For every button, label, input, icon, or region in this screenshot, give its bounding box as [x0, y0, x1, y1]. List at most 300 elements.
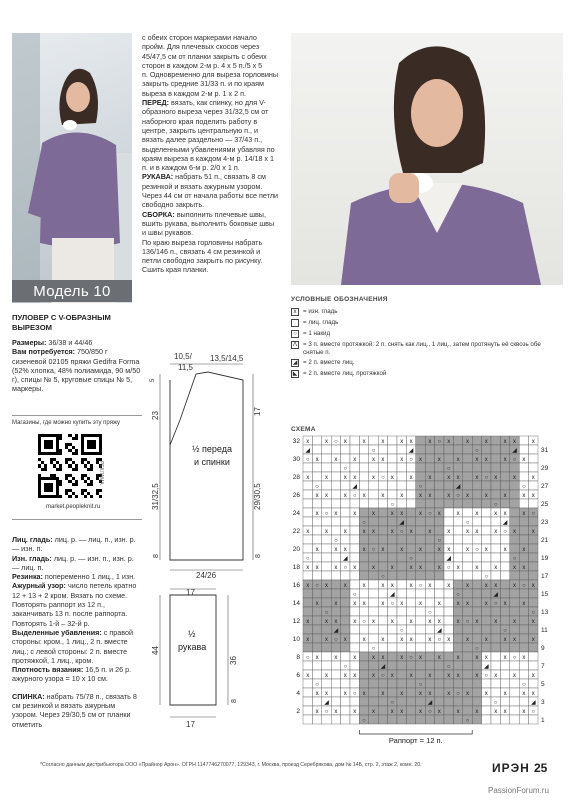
chart-cell [453, 436, 462, 445]
chart-cell [331, 490, 340, 499]
sleeve-pattern-diagram [148, 585, 278, 735]
chart-cell [529, 481, 538, 490]
chart-cell [510, 607, 519, 616]
chart-symbol: x [315, 655, 319, 661]
chart-cell [369, 481, 378, 490]
chart-cell [350, 553, 359, 562]
chart-row-label-right: 21 [541, 537, 549, 544]
chart-cell [406, 535, 415, 544]
front-paragraph [142, 98, 280, 172]
chart-cell [529, 589, 538, 598]
chart-symbol: ○ [409, 457, 413, 463]
chart-symbol: x [409, 637, 413, 643]
chart-symbol: x [362, 601, 366, 607]
chart-symbol: x [513, 583, 516, 589]
chart-cell [341, 715, 350, 724]
chart-cell [472, 679, 481, 688]
chart-symbol: x [475, 457, 479, 463]
chart-symbol: ○ [522, 583, 526, 589]
legend-symbol [291, 319, 299, 327]
stitch-title-4: Ажурный узор: [12, 581, 66, 591]
chart-cell [529, 661, 538, 670]
chart-cell [388, 436, 397, 445]
chart-cell [303, 598, 312, 607]
chart-cell [406, 499, 415, 508]
chart-cell [312, 526, 321, 535]
chart-cell [472, 589, 481, 598]
intro-line-2: пройм. Для плечевых скосов через [142, 42, 260, 52]
chart-cell [341, 652, 350, 661]
chart-symbol: x [428, 475, 432, 481]
chart-symbol: x [390, 565, 394, 571]
chart-cell [341, 589, 350, 598]
chart-cell [359, 463, 368, 472]
chart-cell [369, 589, 378, 598]
stitch-block-4 [12, 581, 142, 627]
chart-cell [529, 625, 538, 634]
chart-cell [369, 436, 378, 445]
assembly-title: СБОРКА: [142, 209, 175, 219]
chart-cell [463, 706, 472, 715]
chart-cell [303, 463, 312, 472]
chart-symbol: x [343, 439, 347, 445]
chart-symbol: ◢ [324, 700, 329, 706]
chart-symbol: ○ [324, 511, 329, 517]
body-dim-right-b: 29/30,5 [253, 483, 262, 510]
chart-cell [341, 679, 350, 688]
chart-symbol: ○ [531, 610, 536, 616]
chart-cell [341, 697, 350, 706]
chart-symbol: x [531, 493, 535, 499]
chart-cell [303, 643, 312, 652]
chart-symbol: x [306, 439, 310, 445]
chart-symbol: x [334, 565, 338, 571]
chart-symbol: ○ [484, 574, 489, 580]
chart-symbol: x [513, 619, 516, 625]
chart-cell [491, 688, 500, 697]
chart-symbol: ○ [493, 700, 498, 706]
chart-symbol: ○ [446, 664, 451, 670]
chart-cell [425, 454, 434, 463]
chart-symbol: ○ [390, 700, 395, 706]
chart-cell [444, 535, 453, 544]
chart-cell [406, 508, 415, 517]
chart-symbol: ○ [390, 502, 395, 508]
chart-cell [472, 580, 481, 589]
chart-symbol: ○ [465, 619, 470, 625]
chart-row-label-right: 31 [541, 447, 549, 454]
chart-symbol: x [456, 619, 460, 625]
chart-cell [359, 706, 368, 715]
chart-symbol: ○ [315, 484, 319, 490]
chart-symbol: x [419, 655, 422, 661]
chart-cell [388, 625, 397, 634]
chart-symbol: x [343, 547, 347, 553]
chart-symbol: x [513, 475, 516, 481]
chart-cell [406, 490, 415, 499]
chart-cell [350, 499, 359, 508]
chart-row-label-right: 7 [541, 663, 545, 670]
chart-cell [444, 499, 453, 508]
chart-symbol: x [503, 511, 507, 517]
chart-symbol: x [362, 691, 366, 697]
chart-row-label-right: 1 [541, 717, 545, 724]
chart-cell [500, 715, 509, 724]
chart-cell [322, 589, 331, 598]
chart-cell [453, 580, 462, 589]
chart-row-label-right: 5 [541, 681, 545, 688]
chart-cell [510, 679, 519, 688]
chart-symbol: x [447, 475, 451, 481]
chart-symbol: x [409, 583, 413, 589]
chart-symbol: ◢ [352, 484, 358, 490]
chart-symbol: x [494, 619, 498, 625]
chart-cell [482, 535, 491, 544]
chart-cell [341, 571, 350, 580]
chart-cell [444, 616, 453, 625]
chart-cell [303, 697, 312, 706]
chart-symbol: x [484, 547, 488, 553]
chart-symbol: x [372, 475, 375, 481]
chart-symbol: ○ [343, 664, 348, 670]
chart-symbol: x [325, 637, 328, 643]
chart-symbol: x [362, 529, 366, 535]
chart-symbol: x [315, 709, 319, 715]
chart-symbol: ○ [409, 556, 413, 562]
chart-symbol: ○ [352, 493, 357, 499]
chart-symbol: x [494, 475, 498, 481]
chart-cell [331, 607, 340, 616]
chart-symbol: x [437, 601, 441, 607]
chart-symbol: ○ [522, 484, 526, 490]
chart-cell [341, 643, 350, 652]
chart-symbol: x [484, 583, 488, 589]
chart-cell [350, 436, 359, 445]
shop-url[interactable]: market.peopleknit.ru [46, 504, 101, 510]
chart-cell [388, 634, 397, 643]
chart-symbol: x [400, 637, 404, 643]
chart-symbol: ○ [456, 592, 460, 598]
chart-cell [378, 706, 387, 715]
chart-symbol: x [400, 493, 404, 499]
chart-cell [331, 715, 340, 724]
chart-cell [378, 562, 387, 571]
chart-cell [369, 571, 378, 580]
chart-cell [463, 670, 472, 679]
chart-symbol: x [315, 511, 319, 517]
chart-symbol: ○ [503, 628, 507, 634]
chart-cell [303, 508, 312, 517]
chart-cell [416, 517, 425, 526]
chart-cell [303, 661, 312, 670]
chart-symbol: x [456, 565, 460, 571]
chart-cell [463, 607, 472, 616]
stitch-title-2: Изн. гладь: [12, 553, 52, 563]
chart-cell [416, 625, 425, 634]
chart-row-label-right: 25 [541, 501, 549, 508]
chart-cell [312, 616, 321, 625]
chart-symbol: x [372, 655, 375, 661]
chart-cell [406, 625, 415, 634]
legend-text: = изн. гладь [303, 308, 338, 315]
chart-cell [435, 589, 444, 598]
chart-symbol: x [531, 529, 535, 535]
chart-symbol: x [334, 655, 338, 661]
chart-symbol: x [419, 601, 422, 607]
chart-cell [331, 643, 340, 652]
chart-cell [463, 508, 472, 517]
model-photo-left [12, 33, 132, 303]
chart-cell [312, 553, 321, 562]
chart-cell [312, 535, 321, 544]
chart-cell [312, 472, 321, 481]
chart-symbol: x [522, 709, 526, 715]
scheme-title: СХЕМА [291, 426, 316, 433]
chart-cell [491, 445, 500, 454]
chart-cell [388, 679, 397, 688]
chart-cell [463, 679, 472, 688]
stitch-text-3: попеременно 1 лиц., 1 изн. [42, 572, 136, 582]
chart-symbol: x [475, 511, 479, 517]
chart-cell [416, 472, 425, 481]
chart-cell [453, 643, 462, 652]
chart-cell [322, 562, 331, 571]
chart-cell [519, 697, 528, 706]
chart-cell [397, 589, 406, 598]
chart-symbol: x [325, 673, 328, 679]
chart-row-label-left: 10 [292, 636, 300, 643]
chart-symbol: x [503, 637, 507, 643]
chart-symbol: x [484, 439, 488, 445]
chart-cell [491, 634, 500, 643]
chart-cell [453, 445, 462, 454]
chart-cell [444, 589, 453, 598]
chart-row-label-left: 16 [292, 582, 300, 589]
sleeve-label-2: рукава [178, 642, 207, 652]
chart-cell [322, 571, 331, 580]
chart-cell [519, 625, 528, 634]
chart-cell [435, 499, 444, 508]
chart-symbol: ◢ [455, 484, 461, 490]
chart-cell [397, 616, 406, 625]
chart-cell [491, 643, 500, 652]
chart-cell [388, 661, 397, 670]
chart-cell [425, 679, 434, 688]
chart-cell [303, 499, 312, 508]
chart-symbol: x [353, 511, 357, 517]
chart-symbol: ○ [334, 637, 338, 643]
chart-cell [359, 445, 368, 454]
chart-row-label-left: 32 [292, 438, 300, 445]
chart-cell [444, 481, 453, 490]
chart-row-label-left: 14 [292, 600, 300, 607]
chart-cell [453, 634, 462, 643]
chart-symbol: x [428, 529, 432, 535]
chart-symbol: x [390, 673, 394, 679]
chart-symbol: x [334, 601, 338, 607]
chart-symbol: x [381, 655, 385, 661]
chart-symbol: ○ [371, 646, 376, 652]
chart-cell [529, 499, 538, 508]
chart-cell [350, 571, 359, 580]
chart-symbol: ○ [522, 682, 526, 688]
chart-cell [519, 553, 528, 562]
chart-symbol: x [381, 439, 385, 445]
legend-rows [291, 308, 561, 378]
chart-cell [378, 508, 387, 517]
chart-cell [510, 697, 519, 706]
stitch-text-5: с правой стороны: кром., 1 лиц., 2 п. вместе лиц.; с левой стороны: 2 п. вместе протяжкой, 1 лиц., кром. [12, 627, 133, 665]
chart-cell [519, 643, 528, 652]
body-dim-top-right: 13,5/14,5 [210, 354, 244, 363]
chart-cell [378, 607, 387, 616]
chart-symbol: x [372, 673, 375, 679]
chart-cell [529, 715, 538, 724]
chart-symbol: x [334, 547, 338, 553]
chart-symbol: ◢ [427, 700, 433, 706]
chart-cell [500, 445, 509, 454]
legend-symbol: ◢ [292, 360, 298, 366]
chart-row-label-right: 27 [541, 483, 549, 490]
chart-cell [388, 445, 397, 454]
chart-symbol: x [466, 547, 469, 553]
chart-cell [416, 526, 425, 535]
legend-symbol: x [291, 308, 299, 316]
chart-cell [500, 481, 509, 490]
sizes-value: 36/38 и 44/46 [46, 338, 93, 347]
chart-symbol: x [400, 511, 404, 517]
chart-cell [463, 589, 472, 598]
body-dim-right-bot: 8 [255, 554, 262, 558]
chart-cell [303, 490, 312, 499]
body-dim-left-bot: 8 [153, 554, 160, 558]
chart-cell [369, 463, 378, 472]
body-dim-right-a: 17 [253, 407, 262, 416]
chart-cell [359, 652, 368, 661]
chart-symbol: x [343, 475, 347, 481]
chart-cell [303, 715, 312, 724]
chart-symbol: x [372, 511, 375, 517]
chart-symbol: ◢ [512, 448, 517, 454]
body-label-1: ½ переда [192, 444, 232, 454]
chart-cell [350, 679, 359, 688]
chart-cell [472, 553, 481, 562]
chart-symbol: x [428, 691, 432, 697]
chart-symbol: x [381, 547, 385, 553]
chart-symbol: x [381, 493, 385, 499]
chart-cell [303, 571, 312, 580]
chart-cell [369, 625, 378, 634]
chart-symbol: ○ [437, 538, 442, 544]
chart-cell [416, 436, 425, 445]
chart-symbol: x [428, 673, 432, 679]
chart-cell [397, 445, 406, 454]
need-line [12, 347, 142, 393]
chart-symbol: x [513, 673, 516, 679]
chart-cell [350, 661, 359, 670]
chart-cell [444, 697, 453, 706]
chart-cell [397, 562, 406, 571]
footer-note: *Согласно данным дистрибьютора ООО «Прайнор Арон». ОГРН 1147746270077, 129343, г. Москва, проезд Серебрякова, дом № 14Б, стр. 2, этаж 2, комн. 20. [40, 762, 422, 768]
chart-symbol: x [362, 637, 366, 643]
chart-cell [378, 445, 387, 454]
chart-symbol: x [306, 637, 310, 643]
chart-symbol: x [400, 655, 404, 661]
sleeve-dim-bottom: 17 [186, 720, 195, 729]
stitch-block-1 [12, 535, 142, 554]
chart-symbol: x [494, 511, 498, 517]
chart-cell [312, 445, 321, 454]
chart-symbol: x [494, 529, 498, 535]
chart-cell [510, 517, 519, 526]
chart-cell [369, 535, 378, 544]
chart-cell [312, 715, 321, 724]
qr-code[interactable] [38, 434, 102, 498]
back-title: СПИНКА: [12, 691, 45, 701]
back-paragraph [12, 692, 142, 729]
chart-symbol: x [334, 619, 338, 625]
body-pattern-diagram [148, 350, 278, 580]
chart-cell [359, 472, 368, 481]
chart-cell [425, 553, 434, 562]
chart-cell [529, 679, 538, 688]
chart-cell [472, 481, 481, 490]
chart-symbol: x [531, 439, 535, 445]
chart-symbol: ○ [324, 709, 329, 715]
chart-symbol: ○ [428, 709, 432, 715]
chart-symbol: x [475, 565, 479, 571]
chart-cell [416, 616, 425, 625]
legend-text: = 2 п. вместе лиц. [303, 359, 355, 366]
chart-cell [444, 454, 453, 463]
chart-row-label-left: 30 [292, 456, 300, 463]
chart-cell [350, 445, 359, 454]
chart-cell [519, 661, 528, 670]
chart-cell [322, 544, 331, 553]
chart-symbol: x [531, 691, 535, 697]
chart-symbol: ○ [305, 556, 310, 562]
chart-cell [425, 661, 434, 670]
model-illustration-left [12, 33, 132, 303]
chart-cell [500, 679, 509, 688]
chart-symbol: x [390, 475, 394, 481]
chart-cell [510, 544, 519, 553]
chart-symbol: x [325, 475, 328, 481]
chart-cell [388, 481, 397, 490]
chart-symbol: x [400, 709, 404, 715]
chart-cell [359, 553, 368, 562]
chart-symbol: x [409, 439, 413, 445]
stitch-text-1: лиц. р. — лиц. п., изн. р. — изн. п. [12, 535, 136, 554]
chart-cell [425, 517, 434, 526]
left-text-column [12, 313, 142, 394]
sleeve-dim-top: 17 [186, 588, 195, 597]
chart-cell [303, 589, 312, 598]
chart-row-label-right: 29 [541, 465, 549, 472]
chart-cell [406, 715, 415, 724]
chart-symbol: x [456, 709, 460, 715]
chart-symbol: x [325, 493, 328, 499]
chart-symbol: x [362, 493, 366, 499]
chart-cell [331, 481, 340, 490]
chart-cell [529, 562, 538, 571]
chart-cell [322, 535, 331, 544]
chart-cell [500, 616, 509, 625]
chart-cell [331, 571, 340, 580]
chart-cell [425, 499, 434, 508]
chart-symbol: x [503, 457, 507, 463]
chart-symbol: x [381, 457, 385, 463]
